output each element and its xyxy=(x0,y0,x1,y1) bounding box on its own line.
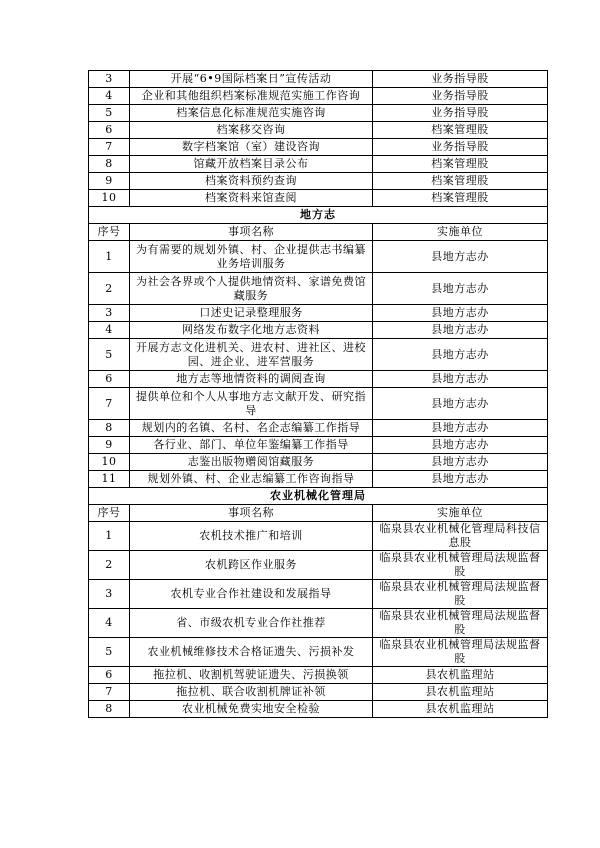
item-name: 开展方志文化进机关、进农村、进社区、进校园、进企业、进军营服务 xyxy=(130,339,373,371)
item-name: 省、市级农机专业合作社推荐 xyxy=(130,609,373,638)
row-number: 10 xyxy=(89,454,130,471)
implementing-unit: 档案管理股 xyxy=(373,122,548,139)
row-number: 3 xyxy=(89,71,130,88)
table-row xyxy=(89,609,548,638)
implementing-unit: 县地方志办 xyxy=(373,305,548,322)
implementing-unit: 县地方志办 xyxy=(373,273,548,305)
table-row xyxy=(89,71,548,88)
item-name: 开展“6•9国际档案日”宣传活动 xyxy=(130,71,373,88)
table-row xyxy=(89,139,548,156)
implementing-unit: 县农机监理站 xyxy=(373,667,548,684)
implementing-unit: 临泉县农业机械管理局法规监督股 xyxy=(373,609,548,638)
implementing-unit: 临泉县农业机械管理局法规监督股 xyxy=(373,551,548,580)
row-number: 7 xyxy=(89,684,130,701)
header-number: 序号 xyxy=(89,224,130,241)
table-row xyxy=(89,305,548,322)
item-name: 规划外镇、村、企业志编纂工作咨询指导 xyxy=(130,471,373,488)
item-name: 地方志等地情资料的调阅查询 xyxy=(130,371,373,388)
row-number: 1 xyxy=(89,522,130,551)
item-name: 农机专业合作社建设和发展指导 xyxy=(130,580,373,609)
header-row xyxy=(89,505,548,522)
row-number: 7 xyxy=(89,139,130,156)
table-row xyxy=(89,173,548,190)
table-row xyxy=(89,551,548,580)
section-title: 地方志 xyxy=(89,207,548,224)
implementing-unit: 档案管理股 xyxy=(373,190,548,207)
table-row xyxy=(89,388,548,420)
item-name: 档案资料预约查询 xyxy=(130,173,373,190)
item-name: 提供单位和个人从事地方志文献开发、研究指导 xyxy=(130,388,373,420)
implementing-unit: 县地方志办 xyxy=(373,437,548,454)
item-name: 为有需要的规划外镇、村、企业提供志书编纂业务培训服务 xyxy=(130,241,373,273)
item-name: 农业机械维修技术合格证遗失、污损补发 xyxy=(130,638,373,667)
row-number: 2 xyxy=(89,273,130,305)
row-number: 1 xyxy=(89,241,130,273)
row-number: 3 xyxy=(89,305,130,322)
implementing-unit: 县农机监理站 xyxy=(373,684,548,701)
implementing-unit: 临泉县农业机械化管理局科技信息股 xyxy=(373,522,548,551)
table-row xyxy=(89,420,548,437)
row-number: 4 xyxy=(89,322,130,339)
implementing-unit: 档案管理股 xyxy=(373,156,548,173)
row-number: 6 xyxy=(89,667,130,684)
section-title: 农业机械化管理局 xyxy=(89,488,548,505)
row-number: 11 xyxy=(89,471,130,488)
implementing-unit: 档案管理股 xyxy=(373,173,548,190)
table-row xyxy=(89,241,548,273)
table-row xyxy=(89,190,548,207)
item-name: 馆藏开放档案目录公布 xyxy=(130,156,373,173)
table-row xyxy=(89,122,548,139)
section-title-row xyxy=(89,488,548,505)
header-row xyxy=(89,224,548,241)
item-name: 口述史记录整理服务 xyxy=(130,305,373,322)
item-name: 农业机械免费实地安全检验 xyxy=(130,701,373,718)
table-row xyxy=(89,105,548,122)
header-implementing-unit: 实施单位 xyxy=(373,224,548,241)
item-name: 企业和其他组织档案标准规范实施工作咨询 xyxy=(130,88,373,105)
implementing-unit: 业务指导股 xyxy=(373,88,548,105)
row-number: 5 xyxy=(89,638,130,667)
row-number: 7 xyxy=(89,388,130,420)
item-name: 农机技术推广和培训 xyxy=(130,522,373,551)
item-name: 各行业、部门、单位年鉴编纂工作指导 xyxy=(130,437,373,454)
row-number: 9 xyxy=(89,173,130,190)
implementing-unit: 县农机监理站 xyxy=(373,701,548,718)
table-row xyxy=(89,156,548,173)
implementing-unit: 县地方志办 xyxy=(373,420,548,437)
table-row xyxy=(89,339,548,371)
row-number: 2 xyxy=(89,551,130,580)
item-name: 为社会各界或个人提供地情资料、家谱免费馆藏服务 xyxy=(130,273,373,305)
table-row xyxy=(89,371,548,388)
row-number: 6 xyxy=(89,122,130,139)
row-number: 3 xyxy=(89,580,130,609)
header-number: 序号 xyxy=(89,505,130,522)
item-name: 网络发布数字化地方志资料 xyxy=(130,322,373,339)
row-number: 8 xyxy=(89,701,130,718)
row-number: 8 xyxy=(89,420,130,437)
table-row xyxy=(89,88,548,105)
implementing-unit: 县地方志办 xyxy=(373,388,548,420)
row-number: 8 xyxy=(89,156,130,173)
implementing-unit: 业务指导股 xyxy=(373,139,548,156)
row-number: 6 xyxy=(89,371,130,388)
implementing-unit: 临泉县农业机械管理局法规监督股 xyxy=(373,638,548,667)
row-number: 10 xyxy=(89,190,130,207)
table-row xyxy=(89,580,548,609)
table-row xyxy=(89,638,548,667)
implementing-unit: 县地方志办 xyxy=(373,454,548,471)
implementing-unit: 县地方志办 xyxy=(373,371,548,388)
implementing-unit: 县地方志办 xyxy=(373,339,548,371)
implementing-unit: 县地方志办 xyxy=(373,241,548,273)
item-name: 档案信息化标准规范实施咨询 xyxy=(130,105,373,122)
table-row xyxy=(89,454,548,471)
table-row xyxy=(89,322,548,339)
item-name: 拖拉机、收割机驾驶证遗失、污损换领 xyxy=(130,667,373,684)
row-number: 5 xyxy=(89,105,130,122)
implementing-unit: 县地方志办 xyxy=(373,471,548,488)
table-row xyxy=(89,701,548,718)
table-row xyxy=(89,471,548,488)
services-table xyxy=(88,70,548,718)
header-implementing-unit: 实施单位 xyxy=(373,505,548,522)
table-row xyxy=(89,437,548,454)
header-item-name: 事项名称 xyxy=(130,505,373,522)
row-number: 4 xyxy=(89,88,130,105)
item-name: 数字档案馆（室）建设咨询 xyxy=(130,139,373,156)
implementing-unit: 临泉县农业机械管理局法规监督股 xyxy=(373,580,548,609)
table-row xyxy=(89,273,548,305)
header-item-name: 事项名称 xyxy=(130,224,373,241)
table-row xyxy=(89,667,548,684)
row-number: 9 xyxy=(89,437,130,454)
implementing-unit: 县地方志办 xyxy=(373,322,548,339)
item-name: 规划内的名镇、名村、名企志编纂工作指导 xyxy=(130,420,373,437)
item-name: 档案资料来馆查阅 xyxy=(130,190,373,207)
item-name: 拖拉机、联合收割机牌证补领 xyxy=(130,684,373,701)
implementing-unit: 业务指导股 xyxy=(373,105,548,122)
item-name: 农机跨区作业服务 xyxy=(130,551,373,580)
item-name: 档案移交咨询 xyxy=(130,122,373,139)
implementing-unit: 业务指导股 xyxy=(373,71,548,88)
table-row xyxy=(89,522,548,551)
item-name: 志鉴出版物赠阅馆藏服务 xyxy=(130,454,373,471)
section-title-row xyxy=(89,207,548,224)
row-number: 5 xyxy=(89,339,130,371)
row-number: 4 xyxy=(89,609,130,638)
table-row xyxy=(89,684,548,701)
